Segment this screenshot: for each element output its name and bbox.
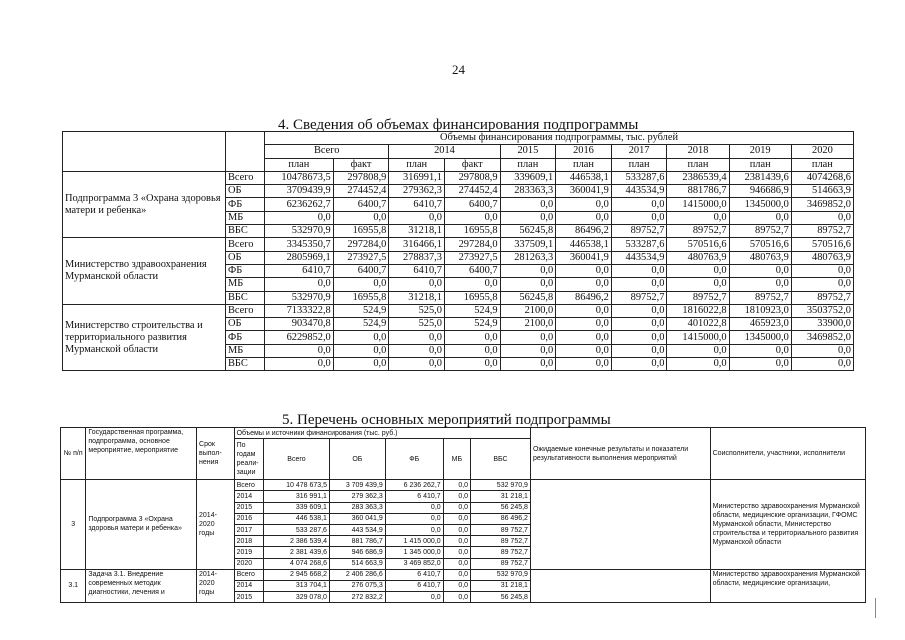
value-cell: 446538,1 (556, 171, 612, 184)
value-cell: 278837,3 (389, 251, 445, 264)
value-cell: 0,0 (444, 358, 500, 371)
col-year-header: По годам реали-зации (234, 439, 263, 480)
source-cell: ВБС (226, 358, 265, 371)
value-cell: 6229852,0 (265, 331, 334, 344)
col-plan-header: план (500, 158, 556, 171)
source-cell: ВБС (226, 291, 265, 304)
item-name: Подпрограмма 3 «Охрана здоровья матери и ребенка» (86, 480, 197, 570)
col-year-header: 2015 (500, 145, 556, 158)
value-cell: 1415000,0 (667, 198, 729, 211)
col-year-header: 2016 (556, 145, 612, 158)
item-num: 3 (61, 480, 86, 570)
year-cell: 2015 (234, 592, 263, 603)
value-cell: 0,0 (611, 358, 667, 371)
value-cell: 0,0 (443, 569, 470, 580)
value-cell: 0,0 (500, 264, 556, 277)
col-plan-header: план (729, 158, 791, 171)
value-cell: 881 786,7 (329, 536, 385, 547)
value-cell: 0,0 (556, 264, 612, 277)
year-cell: 2014 (234, 491, 263, 502)
value-cell: 0,0 (385, 502, 443, 513)
value-cell: 10 478 673,5 (264, 480, 330, 491)
value-cell: 0,0 (333, 344, 389, 357)
financing-group-header: Объемы финансирования подпрограммы, тыс. рублей (265, 132, 854, 145)
value-cell: 0,0 (443, 580, 470, 591)
source-cell: ОБ (226, 185, 265, 198)
col-year-header: 2014 (389, 145, 500, 158)
value-cell: 903470,8 (265, 318, 334, 331)
value-cell: 279 362,3 (329, 491, 385, 502)
value-cell: 2100,0 (500, 318, 556, 331)
value-cell: 0,0 (333, 211, 389, 224)
value-cell: 525,0 (389, 318, 445, 331)
value-cell: 6410,7 (389, 264, 445, 277)
year-cell: Всего (234, 480, 263, 491)
col-name-header: Государственная программа, подпрограмма, основное мероприятие, мероприятие (86, 428, 197, 480)
value-cell: 0,0 (389, 211, 445, 224)
value-cell: 533 287,6 (264, 524, 330, 535)
value-cell: 2 945 668,2 (264, 569, 330, 580)
col-year-header: 2017 (611, 145, 667, 158)
value-cell: 0,0 (611, 264, 667, 277)
source-cell: МБ (226, 344, 265, 357)
value-cell: 0,0 (444, 331, 500, 344)
value-cell: 86 496,2 (471, 513, 531, 524)
value-cell: 0,0 (443, 536, 470, 547)
value-cell: 86496,2 (556, 291, 612, 304)
value-cell: 6400,7 (333, 264, 389, 277)
year-cell: 2016 (234, 513, 263, 524)
table-row (63, 304, 854, 317)
value-cell: 6236262,7 (265, 198, 334, 211)
value-cell: 360 041,9 (329, 513, 385, 524)
col-year-header: 2020 (791, 145, 853, 158)
section5-title: 5. Перечень основных мероприятий подпрограммы (282, 412, 611, 428)
value-cell: 443 534,9 (329, 524, 385, 535)
value-cell: 297808,9 (444, 171, 500, 184)
value-cell: 524,9 (444, 318, 500, 331)
value-cell: 0,0 (443, 524, 470, 535)
col-fact-header: факт (444, 158, 500, 171)
value-cell: 0,0 (729, 358, 791, 371)
source-cell: Всего (226, 304, 265, 317)
value-cell: 0,0 (389, 278, 445, 291)
value-cell: 0,0 (500, 278, 556, 291)
value-cell: 514663,9 (791, 185, 853, 198)
value-cell: 0,0 (667, 358, 729, 371)
value-cell: 0,0 (556, 331, 612, 344)
value-cell: 532 970,9 (471, 569, 531, 580)
value-cell: 339 609,1 (264, 502, 330, 513)
year-cell: Всего (234, 569, 263, 580)
value-cell: 0,0 (385, 592, 443, 603)
value-cell: 446538,1 (556, 238, 612, 251)
value-cell: 276 075,3 (329, 580, 385, 591)
value-cell: 0,0 (443, 592, 470, 603)
value-cell: 480763,9 (667, 251, 729, 264)
value-cell: 0,0 (611, 211, 667, 224)
value-cell: 2381439,6 (729, 171, 791, 184)
col-year-header: 2019 (729, 145, 791, 158)
value-cell: 0,0 (389, 344, 445, 357)
value-cell: 446 538,1 (264, 513, 330, 524)
value-cell: 360041,9 (556, 185, 612, 198)
col-mb-header: МБ (443, 439, 470, 480)
value-cell: 6400,7 (444, 198, 500, 211)
value-cell: 3469852,0 (791, 331, 853, 344)
value-cell: 0,0 (611, 331, 667, 344)
value-cell: 0,0 (500, 198, 556, 211)
col-total-header: Всего (264, 439, 330, 480)
margin-mark (875, 598, 876, 618)
value-cell: 0,0 (444, 344, 500, 357)
value-cell: 6410,7 (389, 198, 445, 211)
financing-table (62, 131, 854, 371)
item-term: 2014-2020 годы (197, 569, 235, 603)
value-cell: 6 410,7 (385, 569, 443, 580)
results-cell (530, 569, 710, 603)
block-name: Министерство здравоохранения Мурманской области (63, 238, 226, 304)
col-vbs-header: ВБС (471, 439, 531, 480)
value-cell: 1810923,0 (729, 304, 791, 317)
section4-title: 4. Сведения об объемах финансирования подпрограммы (278, 117, 639, 133)
executors-cell: Министерство здравоохранения Мурманской области, медицинские организации, ГФОМС Мурманской области, Министерство строительства и территориального развития Мурманской области (710, 480, 865, 570)
col-executors-header: Соисполнители, участники, исполнители (710, 428, 865, 480)
value-cell: 2100,0 (500, 304, 556, 317)
value-cell: 946686,9 (729, 185, 791, 198)
value-cell: 0,0 (556, 278, 612, 291)
value-cell: 6400,7 (444, 264, 500, 277)
col-num-header: № п/п (61, 428, 86, 480)
value-cell: 16955,8 (444, 225, 500, 238)
value-cell: 0,0 (265, 278, 334, 291)
value-cell: 6400,7 (333, 198, 389, 211)
value-cell: 316466,1 (389, 238, 445, 251)
value-cell: 33900,0 (791, 318, 853, 331)
col-plan-header: план (556, 158, 612, 171)
col-plan-header: план (265, 158, 334, 171)
value-cell: 0,0 (443, 480, 470, 491)
value-cell: 89 752,7 (471, 524, 531, 535)
value-cell: 6 410,7 (385, 580, 443, 591)
value-cell: 0,0 (443, 491, 470, 502)
value-cell: 0,0 (556, 318, 612, 331)
value-cell: 281263,3 (500, 251, 556, 264)
source-cell: ФБ (226, 198, 265, 211)
value-cell: 89 752,7 (471, 547, 531, 558)
value-cell: 272 832,2 (329, 592, 385, 603)
value-cell: 16955,8 (333, 225, 389, 238)
value-cell: 0,0 (556, 304, 612, 317)
value-cell: 0,0 (556, 211, 612, 224)
value-cell: 297284,0 (444, 238, 500, 251)
col-fact-header: факт (333, 158, 389, 171)
value-cell: 89752,7 (611, 291, 667, 304)
year-cell: 2014 (234, 580, 263, 591)
blank-header (63, 132, 226, 172)
value-cell: 524,9 (333, 318, 389, 331)
value-cell: 0,0 (500, 344, 556, 357)
value-cell: 297808,9 (333, 171, 389, 184)
value-cell: 2386539,4 (667, 171, 729, 184)
value-cell: 401022,8 (667, 318, 729, 331)
item-term: 2014-2020 годы (197, 480, 235, 570)
value-cell: 273927,5 (333, 251, 389, 264)
col-plan-header: план (791, 158, 853, 171)
value-cell: 1816022,8 (667, 304, 729, 317)
value-cell: 360041,9 (556, 251, 612, 264)
value-cell: 532 970,9 (471, 480, 531, 491)
col-results-header: Ожидаемые конечные результаты и показатели результативности выполнения мероприятий (530, 428, 710, 480)
value-cell: 0,0 (556, 344, 612, 357)
value-cell: 0,0 (333, 358, 389, 371)
value-cell: 0,0 (729, 278, 791, 291)
source-cell: ВБС (226, 225, 265, 238)
source-cell: Всего (226, 171, 265, 184)
value-cell: 6 236 262,7 (385, 480, 443, 491)
value-cell: 532970,9 (265, 291, 334, 304)
value-cell: 0,0 (500, 331, 556, 344)
value-cell: 2 381 439,6 (264, 547, 330, 558)
year-cell: 2015 (234, 502, 263, 513)
value-cell: 0,0 (444, 211, 500, 224)
value-cell: 89752,7 (667, 291, 729, 304)
col-plan-header: план (389, 158, 445, 171)
blank-header (226, 132, 265, 172)
value-cell: 89 752,7 (471, 558, 531, 569)
value-cell: 443534,9 (611, 251, 667, 264)
value-cell: 339609,1 (500, 171, 556, 184)
col-year-header: 2018 (667, 145, 729, 158)
value-cell: 524,9 (333, 304, 389, 317)
value-cell: 31 218,1 (471, 580, 531, 591)
value-cell: 31218,1 (389, 291, 445, 304)
year-cell: 2020 (234, 558, 263, 569)
value-cell: 0,0 (611, 344, 667, 357)
value-cell: 0,0 (791, 264, 853, 277)
value-cell: 480763,9 (729, 251, 791, 264)
executors-cell: Министерство здравоохранения Мурманской области, медицинские организации, (710, 569, 865, 603)
value-cell: 274452,4 (333, 185, 389, 198)
value-cell: 7133322,8 (265, 304, 334, 317)
value-cell: 0,0 (611, 318, 667, 331)
value-cell: 570516,6 (729, 238, 791, 251)
value-cell: 0,0 (729, 344, 791, 357)
value-cell: 316 991,1 (264, 491, 330, 502)
value-cell: 0,0 (389, 331, 445, 344)
value-cell: 89752,7 (729, 225, 791, 238)
value-cell: 0,0 (791, 278, 853, 291)
source-cell: ОБ (226, 251, 265, 264)
value-cell: 3 709 439,9 (329, 480, 385, 491)
year-cell: 2018 (234, 536, 263, 547)
source-cell: ФБ (226, 331, 265, 344)
value-cell: 31218,1 (389, 225, 445, 238)
value-cell: 881786,7 (667, 185, 729, 198)
value-cell: 89752,7 (729, 291, 791, 304)
value-cell: 279362,3 (389, 185, 445, 198)
value-cell: 337509,1 (500, 238, 556, 251)
source-cell: ОБ (226, 318, 265, 331)
value-cell: 0,0 (667, 211, 729, 224)
value-cell: 274452,4 (444, 185, 500, 198)
value-cell: 2805969,1 (265, 251, 334, 264)
value-cell: 0,0 (265, 211, 334, 224)
value-cell: 1345000,0 (729, 198, 791, 211)
value-cell: 514 663,9 (329, 558, 385, 569)
value-cell: 0,0 (556, 358, 612, 371)
value-cell: 0,0 (500, 358, 556, 371)
value-cell: 0,0 (611, 198, 667, 211)
source-cell: МБ (226, 211, 265, 224)
value-cell: 0,0 (265, 344, 334, 357)
value-cell: 0,0 (443, 547, 470, 558)
value-cell: 1345000,0 (729, 331, 791, 344)
value-cell: 570516,6 (667, 238, 729, 251)
value-cell: 0,0 (385, 513, 443, 524)
value-cell: 273927,5 (444, 251, 500, 264)
value-cell: 0,0 (667, 344, 729, 357)
value-cell: 4 074 268,6 (264, 558, 330, 569)
block-name: Министерство строительства и территориального развития Мурманской области (63, 304, 226, 370)
value-cell: 283363,3 (500, 185, 556, 198)
value-cell: 0,0 (444, 278, 500, 291)
value-cell: 56245,8 (500, 291, 556, 304)
table-row (61, 480, 866, 491)
value-cell: 3345350,7 (265, 238, 334, 251)
value-cell: 533287,6 (611, 238, 667, 251)
value-cell: 0,0 (500, 211, 556, 224)
value-cell: 525,0 (389, 304, 445, 317)
value-cell: 480763,9 (791, 251, 853, 264)
table-row (63, 238, 854, 251)
value-cell: 56 245,8 (471, 592, 531, 603)
value-cell: 0,0 (443, 558, 470, 569)
value-cell: 1415000,0 (667, 331, 729, 344)
value-cell: 16955,8 (333, 291, 389, 304)
value-cell: 0,0 (611, 278, 667, 291)
value-cell: 89752,7 (667, 225, 729, 238)
value-cell: 89752,7 (791, 225, 853, 238)
value-cell: 89 752,7 (471, 536, 531, 547)
value-cell: 56245,8 (500, 225, 556, 238)
value-cell: 443534,9 (611, 185, 667, 198)
value-cell: 0,0 (385, 524, 443, 535)
value-cell: 89752,7 (791, 291, 853, 304)
page-number: 24 (452, 62, 465, 77)
value-cell: 1 415 000,0 (385, 536, 443, 547)
value-cell: 0,0 (443, 513, 470, 524)
source-cell: Всего (226, 238, 265, 251)
value-cell: 31 218,1 (471, 491, 531, 502)
value-cell: 2 406 286,6 (329, 569, 385, 580)
results-cell (530, 480, 710, 570)
value-cell: 0,0 (443, 502, 470, 513)
value-cell: 89752,7 (611, 225, 667, 238)
col-fb-header: ФБ (385, 439, 443, 480)
value-cell: 283 363,3 (329, 502, 385, 513)
value-cell: 297284,0 (333, 238, 389, 251)
value-cell: 0,0 (729, 264, 791, 277)
value-cell: 946 686,9 (329, 547, 385, 558)
year-cell: 2019 (234, 547, 263, 558)
value-cell: 3709439,9 (265, 185, 334, 198)
value-cell: 0,0 (729, 211, 791, 224)
value-cell: 56 245,8 (471, 502, 531, 513)
value-cell: 3503752,0 (791, 304, 853, 317)
value-cell: 0,0 (333, 331, 389, 344)
value-cell: 570516,6 (791, 238, 853, 251)
value-cell: 3 469 852,0 (385, 558, 443, 569)
col-financing-header: Объемы и источники финансирования (тыс. руб.) (234, 428, 530, 439)
value-cell: 0,0 (791, 358, 853, 371)
value-cell: 0,0 (611, 304, 667, 317)
value-cell: 0,0 (265, 358, 334, 371)
value-cell: 316991,1 (389, 171, 445, 184)
col-ob-header: ОБ (329, 439, 385, 480)
table-row (61, 569, 866, 580)
value-cell: 0,0 (556, 198, 612, 211)
value-cell: 329 078,0 (264, 592, 330, 603)
item-num: 3.1 (61, 569, 86, 603)
col-plan-header: план (667, 158, 729, 171)
value-cell: 4074268,6 (791, 171, 853, 184)
table-row (63, 171, 854, 184)
col-term-header: Срок выпол-нения (197, 428, 235, 480)
value-cell: 6 410,7 (385, 491, 443, 502)
source-cell: МБ (226, 278, 265, 291)
value-cell: 0,0 (791, 344, 853, 357)
value-cell: 0,0 (791, 211, 853, 224)
value-cell: 532970,9 (265, 225, 334, 238)
value-cell: 313 704,1 (264, 580, 330, 591)
block-name: Подпрограмма 3 «Охрана здоровья матери и ребенка» (63, 171, 226, 237)
value-cell: 2 386 539,4 (264, 536, 330, 547)
value-cell: 0,0 (667, 278, 729, 291)
value-cell: 0,0 (389, 358, 445, 371)
value-cell: 6410,7 (265, 264, 334, 277)
col-plan-header: план (611, 158, 667, 171)
value-cell: 533287,6 (611, 171, 667, 184)
value-cell: 3469852,0 (791, 198, 853, 211)
value-cell: 86496,2 (556, 225, 612, 238)
value-cell: 1 345 000,0 (385, 547, 443, 558)
value-cell: 0,0 (667, 264, 729, 277)
year-cell: 2017 (234, 524, 263, 535)
value-cell: 16955,8 (444, 291, 500, 304)
value-cell: 465923,0 (729, 318, 791, 331)
value-cell: 524,9 (444, 304, 500, 317)
col-total-header: Всего (265, 145, 389, 158)
value-cell: 0,0 (333, 278, 389, 291)
value-cell: 10478673,5 (265, 171, 334, 184)
activities-table (60, 427, 866, 603)
source-cell: ФБ (226, 264, 265, 277)
item-name: Задача 3.1. Внедрение современных методик диагностики, лечения и (86, 569, 197, 603)
